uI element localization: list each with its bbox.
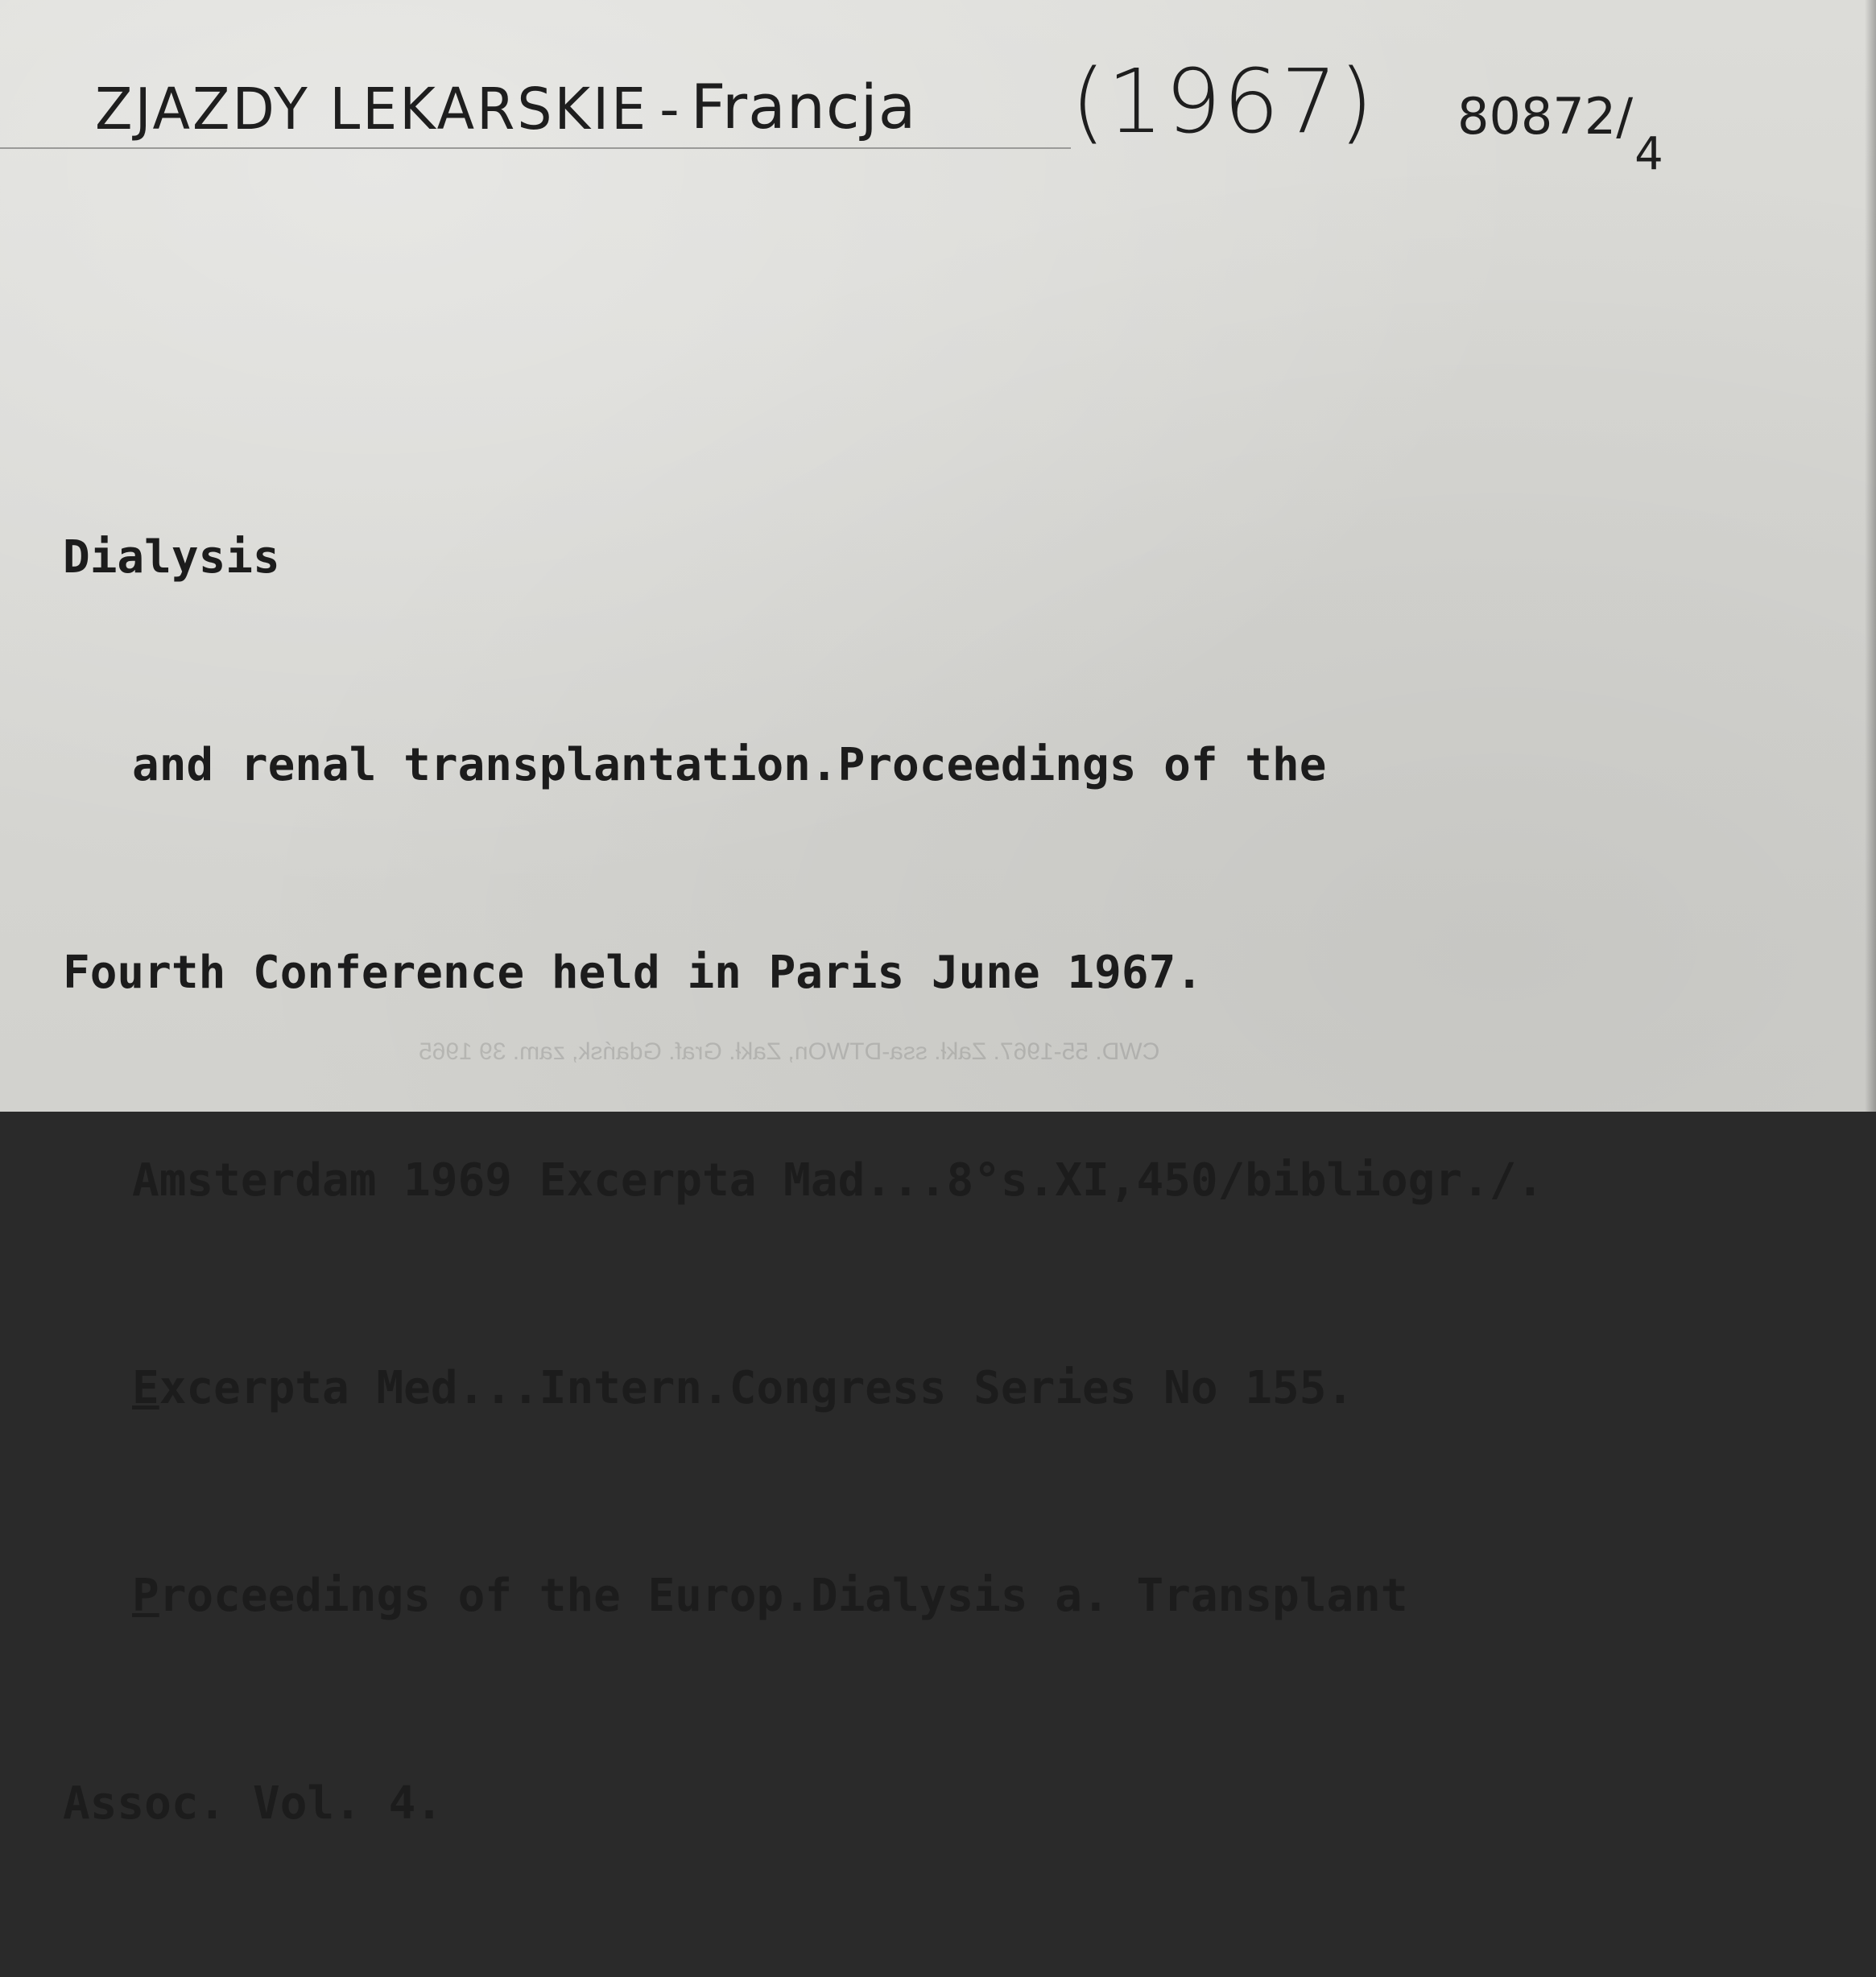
entry-series-line: Proceedings of the Europ.Dialysis a. Transplant bbox=[132, 1570, 1408, 1622]
entry-line: and renal transplantation.Proceedings of the bbox=[132, 739, 1327, 791]
entry-title: Dialysis bbox=[63, 531, 280, 584]
heading-subject: ZJAZDY LEKARSKIE bbox=[95, 76, 649, 143]
entry-line: Assoc. Vol. 4. bbox=[63, 1777, 444, 1830]
call-number-sub: 4 bbox=[1634, 128, 1663, 180]
heading-place: Francja bbox=[690, 71, 917, 142]
bibliographic-entry bbox=[63, 385, 1543, 1977]
heading-separator: - bbox=[659, 78, 680, 142]
entry-line: Fourth Conference held in Paris June 1967. bbox=[63, 947, 1204, 999]
entry-imprint-line: Amsterdam 1969 Excerpta Mad...8°s.XI,450/bibliogr./. bbox=[132, 1154, 1544, 1207]
printer-imprint: CWD. 55-1967. Zakł. ssa-DTWOn, Zakł. Graf. Gdańsk, zam. 39 1965 bbox=[419, 1038, 1160, 1065]
card-heading bbox=[95, 71, 916, 142]
call-number-main: 80872/ bbox=[1457, 87, 1634, 146]
heading-year: (1967) bbox=[1071, 50, 1375, 153]
heading-rule bbox=[0, 147, 1071, 149]
entry-series-line: Excerpta Med...Intern.Congress Series No 155. bbox=[132, 1362, 1354, 1414]
call-number bbox=[1457, 87, 1663, 180]
